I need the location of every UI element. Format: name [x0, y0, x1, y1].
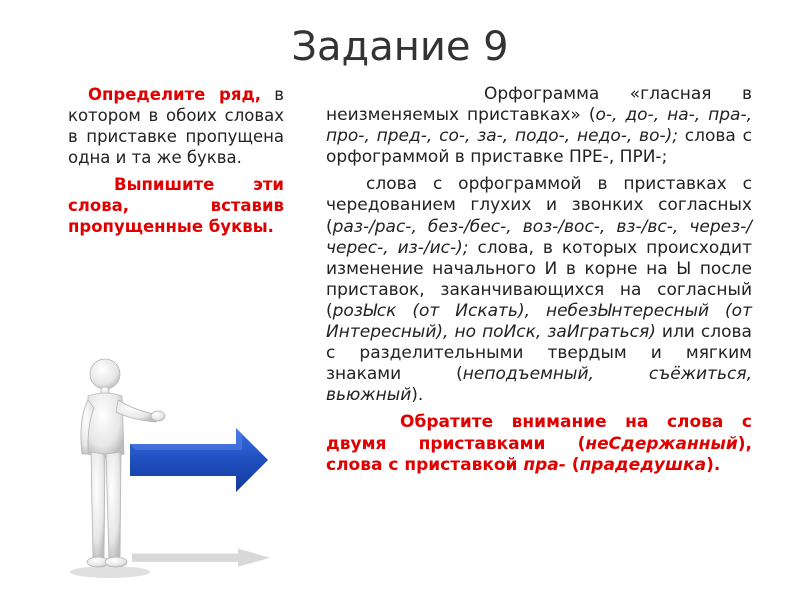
slide-title: Задание 9: [291, 24, 509, 70]
italic-example: пра-: [523, 454, 566, 475]
rules-text: [326, 84, 752, 476]
text-run: слова, в которых происходит изменение начального И в корне на Ы после приставок, заканчивающихся на согласный (: [326, 237, 752, 321]
italic-example: о-, до-, на-, пра-, про-, пред-, со-, за-, подо-, недо-, во-);: [326, 105, 753, 147]
arrow-shadow: [132, 549, 270, 567]
task-instructions: [68, 84, 284, 237]
italic-example: неСдержанный: [585, 433, 738, 454]
text-run: слова с орфограммой в приставке ПРЕ-, ПРИ-;: [326, 126, 752, 168]
attention-paragraph: [326, 412, 752, 475]
italic-example: неподъемный, съёжиться, вьюжный: [326, 364, 752, 406]
instruction-paragraph: [68, 84, 284, 168]
text-run: ).: [411, 385, 424, 406]
text-run: Орфограмма «гласная в неизменяемых приставках» (: [326, 84, 752, 126]
instruction-text: в котором в обоих словах в приставке пропущена одна и та же буква.: [68, 85, 284, 167]
italic-example: прадедушка: [579, 454, 707, 475]
person-with-arrow-illustration: [60, 330, 310, 580]
text-run: слова с орфограммой в приставках с чередованием глухих и звонких согласных (: [326, 174, 752, 237]
italic-example: раз-/рас-, без-/бес-, воз-/вос-, вз-/вс-, через-/черес-, из-/ис-);: [326, 216, 752, 258]
instruction-action: Выпишите эти слова, вставив пропущенные буквы.: [68, 175, 284, 236]
text-run: Обратите внимание на слова с двумя приставками (: [326, 412, 752, 454]
italic-example: розЫск (от Искать), небезЫнтересный (от Интересный), но поИск, заИграться): [326, 300, 752, 343]
instruction-lead: Определите ряд,: [88, 85, 262, 104]
text-run: или слова с разделительными твердым и мягким знаками (: [326, 322, 752, 385]
rule-paragraph-2: [326, 174, 752, 406]
rule-paragraph-1: [326, 84, 752, 168]
text-run: ), слова с приставкой: [326, 433, 752, 475]
text-run: ).: [706, 454, 721, 475]
text-run: (: [565, 454, 580, 475]
right-arrow-icon: [130, 428, 268, 492]
